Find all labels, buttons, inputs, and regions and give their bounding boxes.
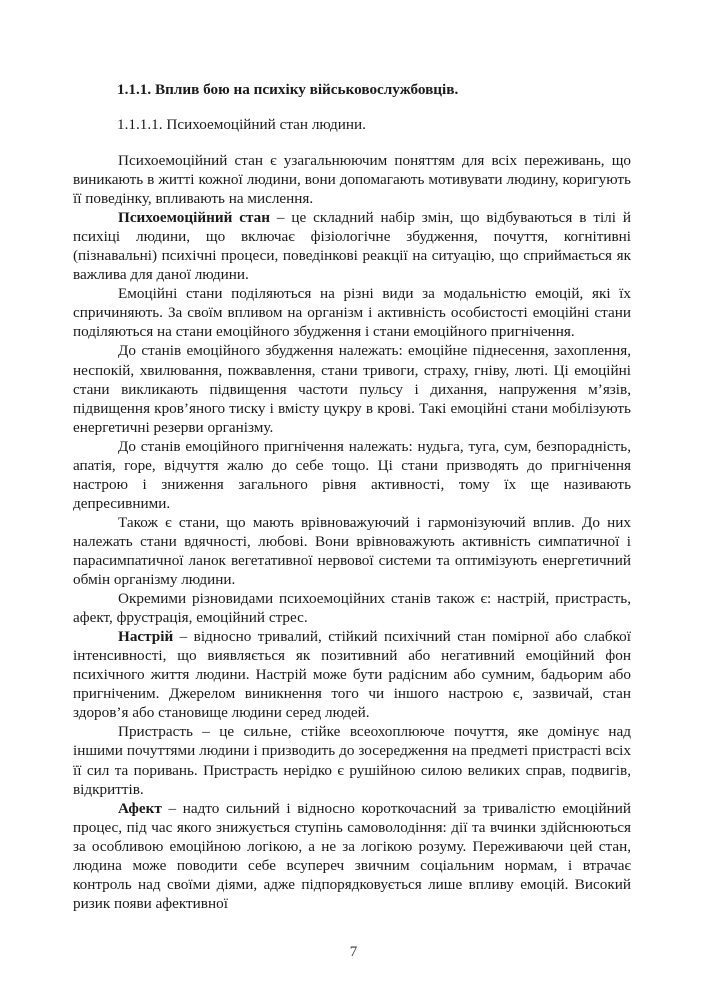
paragraph-text: Окремими різновидами психоемоційних станів також є: настрій, пристрасть, афект, фрустрація, емоційний стрес. <box>73 590 631 627</box>
paragraph-text: Пристрасть – це сильне, стійке всеохоплююче почуття, яке домінує над іншими почуттями людини і призводить до зосередження на предметі пристрасті всіх її сил та поривань. Пристрасть нерідко є рушійною силою великих справ, подвигів, відкриттів. <box>73 723 631 798</box>
paragraph-text: До станів емоційного пригнічення належать: нудьга, туга, сум, безпорадність, апатія, горе, відчуття жалю до себе тощо. Ці стани призводять до пригнічення настрою і зниження загального рівня активності, тому їх ще називають депресивними. <box>73 437 631 512</box>
paragraph-text: – надто сильний і відносно короткочасний за тривалістю емоційний процес, під час якого знижується ступінь самоволодіння: дії та вчинки здійснюються за особливою емоційною логікою, а не за логікою розуму. Переживаючи цей стан, людина може поводити себе всупереч звичним соціальним нормам, і втрачає контроль над своїми діями, адже підпорядковується лише впливу емоцій. Високий ризик появи афективної <box>73 799 631 912</box>
page-number: 7 <box>349 944 358 960</box>
paragraph-text: Психоемоційний стан є узагальнюючим поняттям для всіх переживань, що виникають в житті кожної людини, вони допомагають мотивувати людину, коригують її поведінку, впливають на мислення. <box>73 152 631 208</box>
paragraph-text: – це складний набір змін, що відбуваються в тілі й психіці людини, що включає фізіологічне збудження, почуття, когнітивні (пізнавальні) психічні процеси, поведінкові реакції на ситуацію, що сприймається як важлива для даної людини. <box>73 209 631 284</box>
paragraph-lead: Афект <box>118 799 162 817</box>
paragraph-text: Також є стани, що мають врівноважуючий і гармонізуючий вплив. До них належать стани вдячності, любові. Вони врівноважують активність симпатичної і парасимпатичної ланок вегетативної нервової системи та оптимізують енергетичний обмін організму людини. <box>73 513 631 589</box>
paragraph-lead: Психоемоційний стан <box>118 209 270 227</box>
document-page <box>73 80 631 913</box>
paragraph-lead: Настрій <box>118 628 174 646</box>
paragraph <box>73 589 631 627</box>
paragraph <box>73 284 631 341</box>
paragraph <box>73 151 631 208</box>
paragraph <box>73 208 631 284</box>
paragraph-text: Емоційні стани поділяються на різні види за модальністю емоцій, які їх спричиняють. За своїм впливом на організм і активність особистості емоційні стани поділяються на стани емоційного збудження і стани емоційного пригнічення. <box>73 285 631 341</box>
paragraph-text: – відносно тривалий, стійкий психічний стан помірної або слабкої інтенсивності, що виявляється як позитивний або негативний емоційний фон психічного життя людини. Настрій може бути радісним або сумним, бадьорим або пригніченим. Джерелом виникнення того чи іншого настрою є, зазвичай, стан здоров’я або становище людини серед людей. <box>73 628 631 722</box>
section-heading: 1.1.1. Вплив бою на психіку військовослужбовців. <box>117 81 459 98</box>
document-body <box>73 151 631 913</box>
paragraph-text: До станів емоційного збудження належать: емоційне піднесення, захоплення, неспокій, хвилювання, пожвавлення, стани тривоги, страху, гніву, люті. Ці емоційні стани викликають підвищення частоти пульсу і дихання, напруження м’язів, підвищення кров’яного тиску і вмісту цукру в крові. Такі емоційні стани мобілізують енергетичні резерви організму. <box>73 342 631 436</box>
paragraph <box>73 341 631 436</box>
subsection-heading: 1.1.1.1. Психоемоційний стан людини. <box>117 116 366 133</box>
paragraph <box>73 513 631 589</box>
paragraph <box>73 627 631 722</box>
paragraph <box>73 722 631 798</box>
paragraph <box>73 799 631 913</box>
paragraph <box>73 437 631 513</box>
